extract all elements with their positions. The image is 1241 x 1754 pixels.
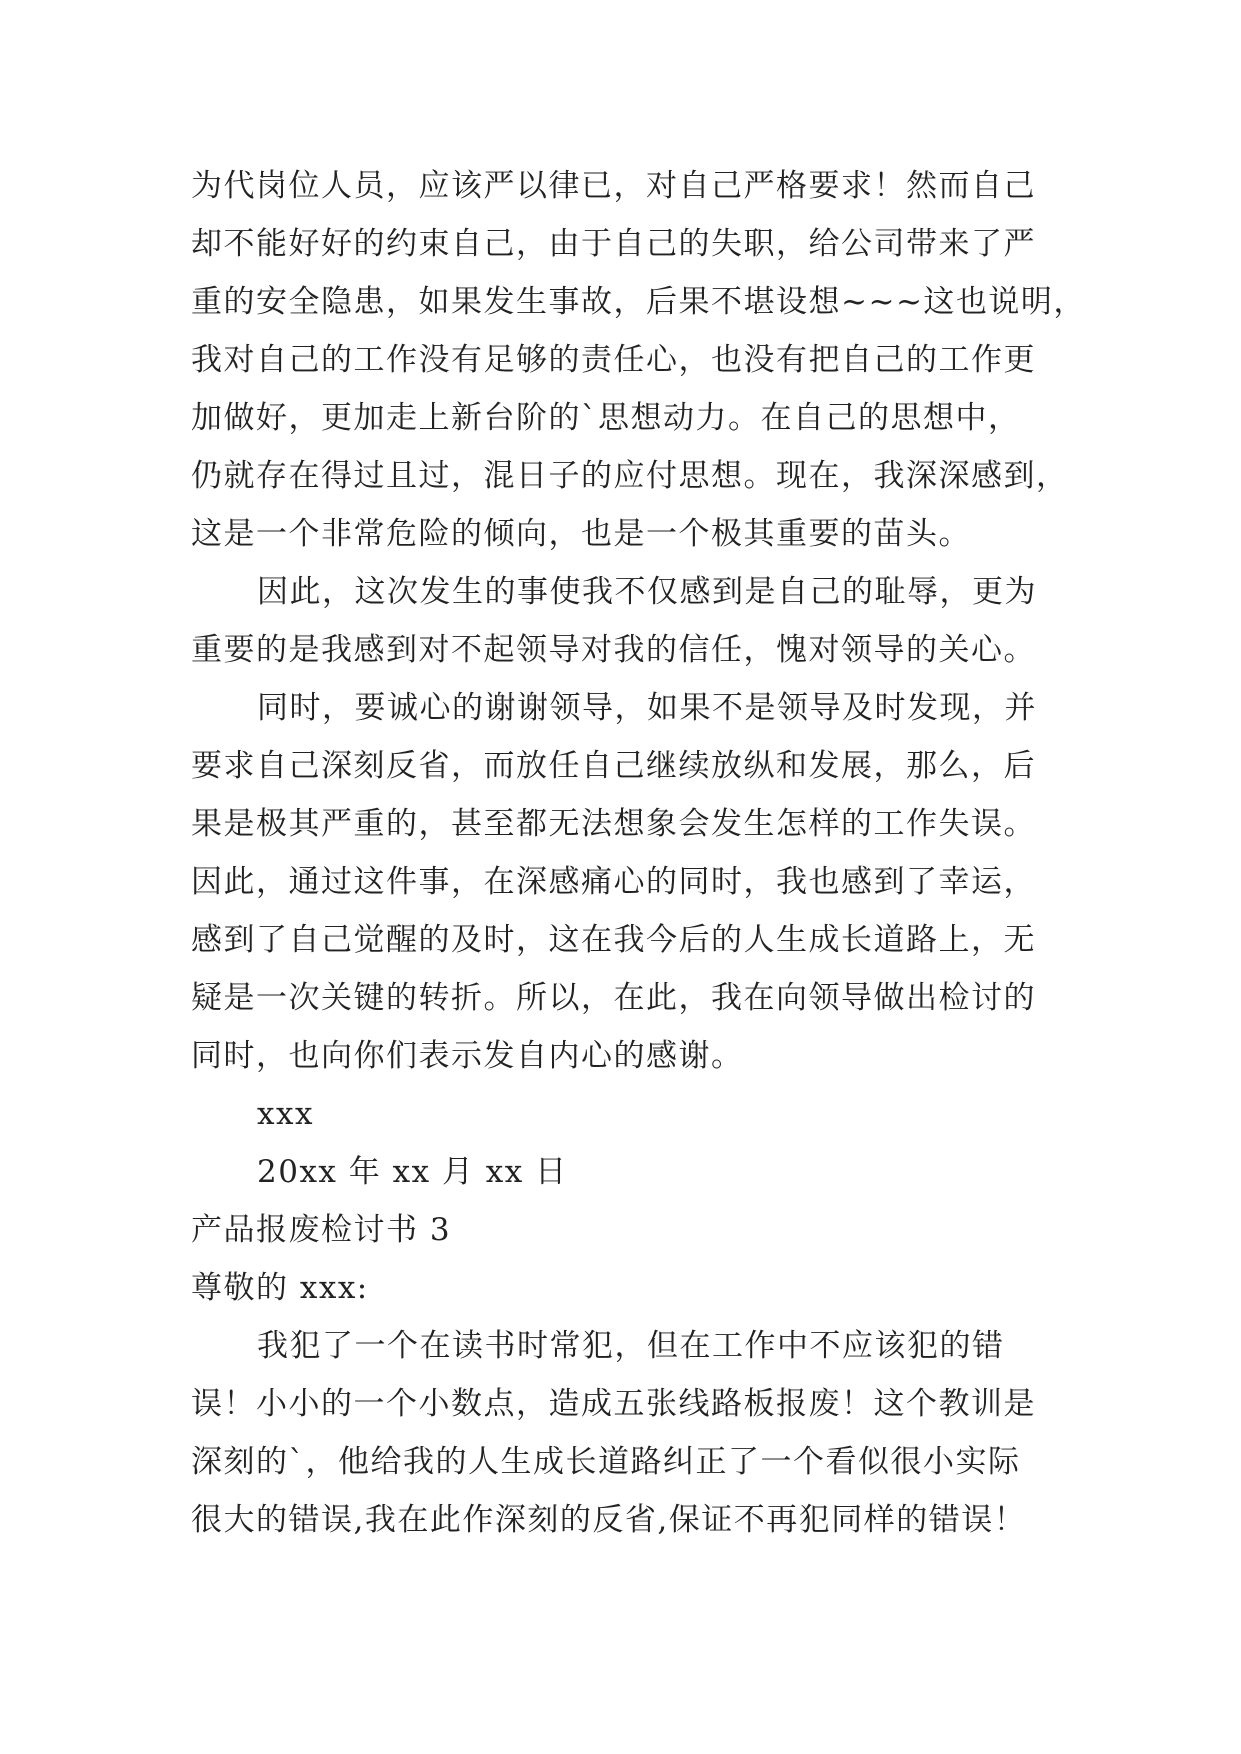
text-line: 同时，也向你们表示发自内心的感谢。 <box>191 1038 744 1074</box>
salutation: 尊敬的 xxx: <box>191 1270 369 1306</box>
text-line: 同时，要诚心的谢谢领导，如果不是领导及时发现，并 <box>257 690 1037 726</box>
text-line: 很大的错误,我在此作深刻的反省,保证不再犯同样的错误！ <box>191 1502 1027 1538</box>
text-line: 果是极其严重的，甚至都无法想象会发生怎样的工作失误。 <box>191 806 1036 842</box>
text-line: 我对自己的工作没有足够的责任心，也没有把自己的工作更 <box>191 342 1036 378</box>
text-line: 重的安全隐患，如果发生事故，后果不堪设想~~~这也说明， <box>191 284 1086 320</box>
text-line: 因此，这次发生的事使我不仅感到是自己的耻辱，更为 <box>257 574 1037 610</box>
document-body <box>191 157 1086 1549</box>
text-line: 误！小小的一个小数点，造成五张线路板报废！这个教训是 <box>191 1386 1036 1422</box>
text-line: 重要的是我感到对不起领导对我的信任，愧对领导的关心。 <box>191 632 1036 668</box>
signature-name: xxx <box>257 1096 314 1132</box>
text-line: 为代岗位人员，应该严以律已，对自己严格要求！然而自己 <box>191 168 1036 204</box>
text-line: 我犯了一个在读书时常犯，但在工作中不应该犯的错 <box>257 1328 1005 1364</box>
text-line: 加做好，更加走上新台阶的`思想动力。在自己的思想中， <box>191 400 1021 436</box>
text-line: 深刻的`，他给我的人生成长道路纠正了一个看似很小实际 <box>191 1444 1021 1480</box>
text-line: 疑是一次关键的转折。所以，在此，我在向领导做出检讨的 <box>191 980 1036 1016</box>
signature-date: 20xx 年 xx 月 xx 日 <box>257 1154 568 1190</box>
text-line: 感到了自己觉醒的及时，这在我今后的人生成长道路上，无 <box>191 922 1036 958</box>
text-line: 因此，通过这件事，在深感痛心的同时，我也感到了幸运， <box>191 864 1036 900</box>
section-title: 产品报废检讨书 3 <box>191 1212 452 1248</box>
text-line: 要求自己深刻反省，而放任自己继续放纵和发展，那么，后 <box>191 748 1036 784</box>
text-line: 这是一个非常危险的倾向，也是一个极其重要的苗头。 <box>191 516 971 552</box>
text-line: 仍就存在得过且过，混日子的应付思想。现在，我深深感到， <box>191 458 1069 494</box>
text-line: 却不能好好的约束自己，由于自己的失职，给公司带来了严 <box>191 226 1036 262</box>
